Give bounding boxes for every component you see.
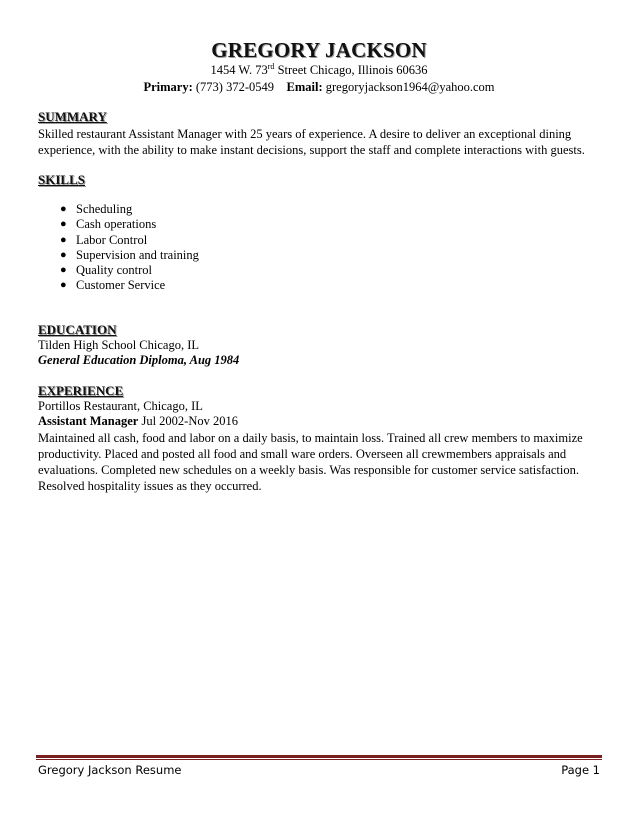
email-address: gregoryjackson1964@yahoo.com bbox=[322, 80, 495, 94]
bullet-icon: ● bbox=[60, 248, 67, 261]
education-heading: EDUCATION bbox=[38, 322, 117, 337]
primary-phone: (773) 372-0549 bbox=[192, 80, 275, 94]
address-end: Street Chicago, Illinois 60636 bbox=[274, 63, 428, 77]
education-diploma: General Education Diploma, Aug 1984 bbox=[38, 353, 240, 367]
experience-role-line bbox=[38, 414, 238, 429]
bullet-icon: ● bbox=[60, 264, 67, 277]
experience-title: Assistant Manager bbox=[38, 414, 139, 428]
skill-label: Scheduling bbox=[76, 202, 133, 216]
address-ordinal: rd bbox=[267, 61, 275, 71]
contact-line bbox=[0, 80, 638, 95]
footer-title: Gregory Jackson Resume bbox=[38, 763, 182, 777]
skill-item bbox=[60, 278, 199, 293]
bullet-icon: ● bbox=[60, 218, 67, 231]
summary-heading: SUMMARY bbox=[38, 109, 107, 124]
page-number: Page 1 bbox=[561, 763, 600, 777]
skill-label: Customer Service bbox=[76, 278, 166, 293]
footer-rule-thin bbox=[36, 759, 602, 760]
skill-label: Labor Control bbox=[76, 232, 148, 247]
skill-label: Quality control bbox=[76, 263, 153, 278]
primary-phone-label: Primary: bbox=[143, 80, 193, 94]
skill-item bbox=[60, 202, 199, 217]
skill-item bbox=[60, 248, 199, 263]
candidate-name: GREGORY JACKSON bbox=[211, 38, 427, 62]
bullet-icon: ● bbox=[60, 233, 67, 246]
experience-heading: EXPERIENCE bbox=[38, 383, 124, 398]
experience-employer: Portillos Restaurant, Chicago, IL bbox=[38, 399, 203, 413]
summary-text: Skilled restaurant Assistant Manager with 25 years of experience. A desire to deliver an exceptional dining experience, with the ability to make instant decisions, support the staff and complete interactions with guests. bbox=[38, 127, 585, 157]
footer-rule bbox=[36, 755, 602, 758]
skill-item bbox=[60, 233, 199, 248]
education-school: Tilden High School Chicago, IL bbox=[38, 338, 199, 352]
skill-item bbox=[60, 217, 199, 232]
address-start: 1454 W. 73 bbox=[210, 63, 268, 77]
skills-list bbox=[60, 202, 199, 294]
bullet-icon: ● bbox=[60, 279, 67, 292]
skills-heading: SKILLS bbox=[38, 172, 85, 187]
skill-item bbox=[60, 263, 199, 278]
experience-description: Maintained all cash, food and labor on a daily basis, to maintain loss. Trained all crew members to maximize productivity. Placed and posted all food and small ware orders. Overseen all crewmembers appraisals and evaluations. Completed new schedules on a weekly basis. Was responsible for customer service satisfaction. Resolved hospitality issues as they occurred. bbox=[38, 431, 583, 493]
skill-label: Cash operations bbox=[76, 217, 157, 232]
skill-label: Supervision and training bbox=[76, 247, 199, 262]
bullet-icon: ● bbox=[60, 203, 67, 215]
address-line bbox=[0, 63, 638, 78]
email-label: Email: bbox=[286, 80, 323, 94]
experience-dates: Jul 2002-Nov 2016 bbox=[138, 414, 238, 428]
